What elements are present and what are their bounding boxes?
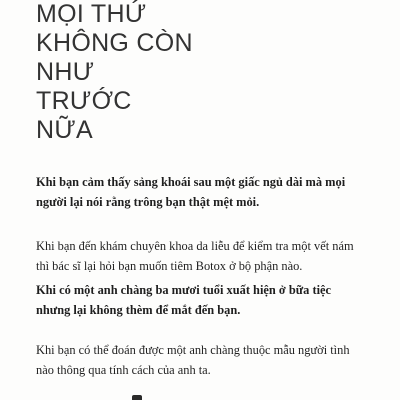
paragraph-line: người lại nói rằng trông bạn thật mệt mỏi. (36, 195, 260, 209)
chapter-title-line: MỌI THỨ (36, 0, 147, 28)
paragraph-line: Khi bạn cảm thấy sảng khoái sau một giấc ngủ dài mà mọi (36, 175, 346, 189)
chapter-title-line: NHƯ (36, 58, 95, 86)
chapter-title (36, 0, 193, 145)
paragraph-line: nào thông qua tính cách của anh ta. (36, 363, 211, 377)
paragraph-line: Khi có một anh chàng ba mươi tuổi xuất hiện ở bữa tiệc (36, 283, 332, 297)
cut-off-text-fragment (132, 395, 142, 400)
chapter-title-line: TRƯỚC (36, 87, 132, 115)
paragraph-4 (36, 340, 370, 380)
paragraph-line: thì bác sĩ lại hỏi bạn muốn tiêm Botox ở bộ phận nào. (36, 259, 303, 273)
chapter-title-line: NỮA (36, 116, 93, 144)
paragraph-line: Khi bạn có thể đoán được một anh chàng thuộc mẫu người tình (36, 343, 350, 357)
paragraph-1 (36, 172, 370, 212)
paragraph-2 (36, 236, 370, 276)
paragraph-line: nhưng lại không thèm để mắt đến bạn. (36, 303, 241, 317)
paragraph-line: Khi bạn đến khám chuyên khoa da liễu để kiểm tra một vết nám (36, 239, 354, 253)
chapter-title-line: KHÔNG CÒN (36, 29, 193, 57)
paragraph-3 (36, 280, 370, 320)
